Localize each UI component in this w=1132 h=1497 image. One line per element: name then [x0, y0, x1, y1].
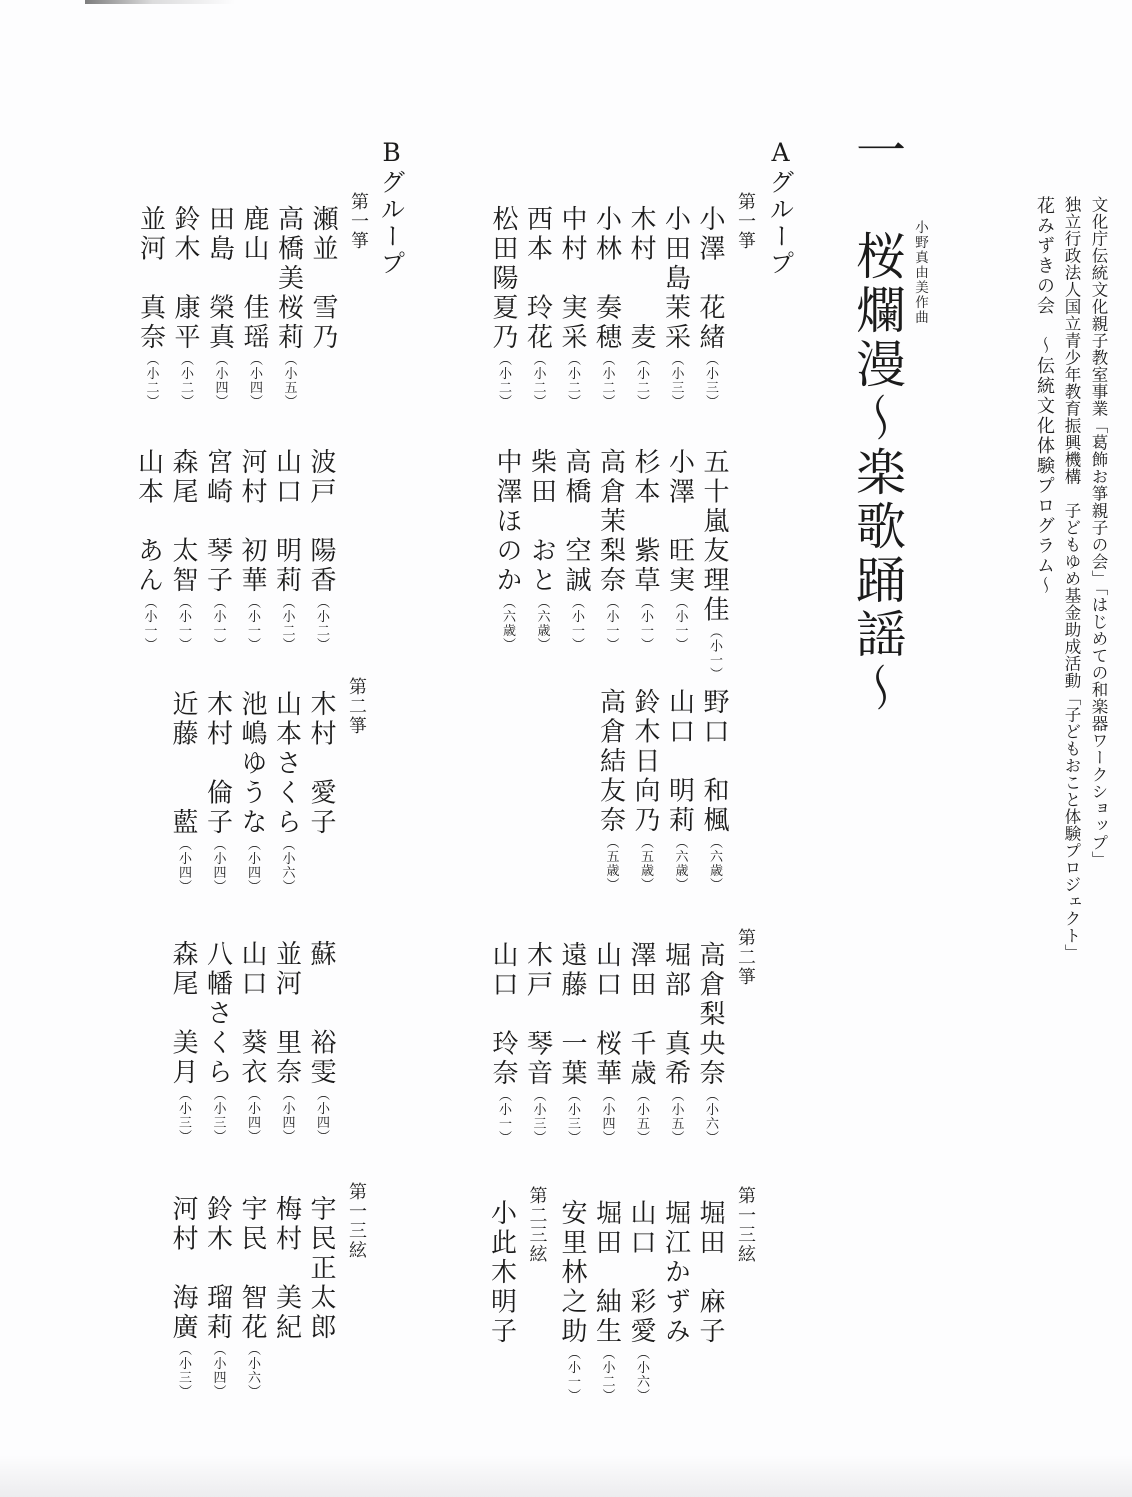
- performer-name: 中村 実采: [557, 205, 587, 353]
- performer-grade: （小一）: [569, 595, 584, 652]
- performer-grade: （小四）: [247, 352, 262, 409]
- performer: [490, 435, 525, 717]
- performer-grade: （六歳）: [672, 835, 688, 892]
- performer-grade: （小三）: [530, 1088, 546, 1145]
- performer: [555, 1186, 590, 1468]
- performer-grade: （小五）: [668, 1088, 684, 1145]
- performer-name: 堀田 麻子: [695, 1199, 725, 1347]
- performer-name: 山口 明莉: [664, 688, 695, 836]
- performer: [658, 192, 693, 474]
- performer-grade: （小四）: [599, 1088, 615, 1145]
- performer-grade: （小四）: [176, 837, 191, 894]
- header-line-3: 花みずきの会 ～伝統文化体験プログラム～: [1034, 196, 1055, 596]
- performer-name: 宮崎 琴子: [202, 448, 233, 596]
- performer: [589, 1186, 624, 1468]
- performer-grade: （小四）: [314, 1087, 329, 1144]
- performer-name: 瀬並 雪乃: [308, 205, 338, 353]
- performer: [304, 1182, 339, 1464]
- scan-bottom-shadow: [0, 1455, 1132, 1497]
- performer-name: 波戸 陽香: [306, 448, 336, 596]
- performer: [200, 927, 235, 1209]
- performer-name: 五十嵐友理佳: [699, 448, 729, 625]
- section-label-koto2-b: 第二箏: [346, 677, 367, 736]
- performer-grade: （小六）: [703, 1088, 718, 1145]
- group-b-label: [373, 138, 409, 277]
- performer-grade: （小一）: [672, 595, 688, 652]
- performer-name: 鈴木 康平: [170, 205, 200, 353]
- performer-name: 河村 海廣: [168, 1195, 198, 1343]
- performer: [697, 675, 732, 957]
- performer-name: 鹿山 佳瑶: [239, 205, 269, 353]
- performer: [304, 927, 339, 1209]
- performer-grade: （五歳）: [638, 835, 653, 892]
- performer-grade: （小五）: [634, 1088, 649, 1145]
- performer-grade: （小二）: [496, 352, 511, 409]
- group-a-koto2-row1: [486, 928, 764, 1210]
- group-a-letter: A: [766, 138, 795, 169]
- performer-grade: （六歳）: [534, 595, 550, 652]
- performer-grade: （小二）: [178, 352, 193, 409]
- performer: [484, 1186, 519, 1468]
- performer-name: 森尾 太智: [168, 448, 198, 596]
- performer: [662, 675, 697, 957]
- performer-grade: （小四）: [279, 1087, 295, 1144]
- performer-name: 近藤 藍: [168, 690, 198, 838]
- performer-name: 山口 桜華: [591, 941, 622, 1089]
- performer: [304, 435, 339, 717]
- performer: [593, 675, 628, 957]
- section-label-koto2-a: 第二箏: [735, 928, 756, 987]
- performer: [200, 677, 235, 959]
- performer-grade: （小一）: [210, 595, 226, 652]
- performer: [624, 1186, 659, 1468]
- group-b-koto1-row2: [131, 435, 338, 717]
- performer: [269, 927, 304, 1209]
- program-header: [1031, 196, 1112, 961]
- performer-grade: （小六）: [279, 837, 295, 894]
- performer: [559, 435, 594, 717]
- performer: [166, 677, 201, 959]
- performer-grade: （小二）: [599, 352, 615, 409]
- group-b-sangen-row: [166, 1182, 375, 1464]
- group-b-koto2-row2: [166, 927, 339, 1209]
- performer: [555, 192, 590, 474]
- header-line-1: 文化庁伝統文化親子教室事業「葛飾お箏親子の会」「はじめての和楽器ワークショップ」: [1089, 196, 1108, 868]
- performer-name: 山口 玲奈: [488, 941, 518, 1089]
- performer: [486, 928, 521, 1210]
- performer-name: 河村 初華: [237, 448, 267, 596]
- performer-grade: （小一）: [707, 625, 722, 681]
- performer: [200, 1182, 235, 1464]
- performer-name: 小此木明子: [486, 1199, 517, 1347]
- performer: [624, 928, 659, 1210]
- performer: [306, 192, 341, 474]
- performer-name: 並河 里奈: [271, 940, 302, 1088]
- performer-grade: （小二）: [314, 595, 329, 652]
- performer-name: 松田陽夏乃: [488, 205, 518, 353]
- performer-name: 鈴木 瑠莉: [202, 1195, 233, 1343]
- performer: [235, 1182, 270, 1464]
- performer-name: 木戸 琴音: [522, 941, 553, 1089]
- group-b-koto2-row1: [166, 677, 375, 959]
- group-b-koto1-row1: [133, 192, 376, 474]
- group-a-label: [762, 138, 798, 277]
- performer-name: 山本 あん: [133, 448, 164, 596]
- performer-name: 西本 玲花: [522, 205, 553, 353]
- performer-name: 小林 奏穂: [591, 205, 622, 353]
- performer-grade: （小一）: [176, 595, 191, 652]
- section-label-sangen1-b: 第一三絃: [346, 1182, 367, 1260]
- performer-name: 高倉梨央奈: [695, 941, 725, 1089]
- section-label-koto1-b: 第一箏: [348, 192, 369, 251]
- performer-grade: （小四）: [210, 1342, 226, 1399]
- performer-name: 山口 明莉: [271, 448, 302, 596]
- performer-grade: （小三）: [176, 1087, 191, 1144]
- performer-grade: （小四）: [245, 837, 260, 894]
- group-a-sangen-row: [484, 1186, 763, 1468]
- performer-name: 野口 和楓: [699, 688, 729, 836]
- performer-name: 遠藤 一葉: [557, 941, 587, 1089]
- performer-grade: （小四）: [245, 1087, 260, 1144]
- performer-name: 宇民 智花: [237, 1195, 267, 1343]
- performer-name: 鈴木日向乃: [630, 688, 660, 836]
- performer: [168, 192, 203, 474]
- performer-name: 木村 愛子: [306, 690, 336, 838]
- performer: [166, 435, 201, 717]
- performer: [486, 192, 521, 474]
- performer-grade: （五歳）: [603, 835, 619, 892]
- performer-grade: （六歳）: [500, 595, 515, 652]
- performer: [624, 192, 659, 474]
- section-label-sangen2-a: 第二三絃: [526, 1186, 548, 1264]
- performer: [237, 192, 272, 474]
- performer-grade: （小一）: [141, 595, 157, 652]
- composer-credit: 小野真由美作曲: [912, 220, 928, 325]
- performer-name: 堀田 紬生: [591, 1199, 622, 1347]
- performer: [589, 928, 624, 1210]
- performer-name: 高倉結友奈: [595, 688, 626, 836]
- performer: [133, 192, 168, 474]
- performer: [628, 675, 663, 957]
- performer-name: 山口 彩愛: [626, 1199, 656, 1347]
- performer-name: 小田島茉采: [660, 205, 691, 353]
- performer-name: 澤田 千歳: [626, 941, 656, 1089]
- performer-name: 安里林之助: [557, 1199, 587, 1347]
- performer-grade: （小二）: [143, 352, 159, 409]
- performer-name: 高橋 空誠: [561, 448, 591, 596]
- performer-grade: （小二）: [634, 352, 649, 409]
- group-b-letter: B: [377, 138, 406, 169]
- performer-grade: （小一）: [603, 595, 619, 652]
- performer: [269, 1182, 304, 1464]
- performer-grade: （小六）: [245, 1342, 260, 1399]
- performer-name: 池嶋ゆうな: [237, 690, 267, 838]
- performer: [235, 435, 270, 717]
- performer: [693, 928, 728, 1210]
- performer-name: 山口 葵衣: [237, 940, 267, 1088]
- performer-name: 梅村 美紀: [271, 1195, 302, 1343]
- scan-edge-artifact: [85, 0, 235, 4]
- performer: [235, 677, 270, 959]
- performer-name: 宇民正太郎: [306, 1195, 336, 1343]
- performer-grade: （小二）: [565, 352, 580, 409]
- performer-grade: （小四）: [212, 352, 228, 409]
- performer: [304, 677, 339, 959]
- performer: [555, 928, 590, 1210]
- performer-name: 森尾 美月: [168, 940, 198, 1088]
- performer-grade: （小三）: [703, 352, 718, 409]
- performer-name: 小澤 花緒: [695, 205, 725, 353]
- performer-grade: （小三）: [176, 1342, 191, 1399]
- group-a-koto1-row3: [593, 675, 731, 957]
- performer-name: 柴田 おと: [526, 448, 557, 596]
- performer: [520, 192, 555, 474]
- performer-grade: （小一）: [245, 595, 260, 652]
- performer-name: 八幡さくら: [202, 940, 233, 1088]
- performer-name: 堀江かずみ: [660, 1199, 691, 1347]
- section-label-sangen1-a: 第一三絃: [735, 1186, 756, 1264]
- performer: [269, 677, 304, 959]
- performer-name: 高橋美桜莉: [273, 205, 304, 353]
- performer-grade: （小五）: [281, 352, 297, 409]
- performer-name: 高倉茉梨奈: [595, 448, 626, 596]
- performer-grade: （小三）: [565, 1088, 580, 1145]
- performer-grade: （小六）: [634, 1346, 649, 1403]
- performer-grade: （小三）: [210, 1087, 226, 1144]
- group-a-word: グループ: [766, 169, 795, 277]
- piece-title-block: [841, 124, 913, 716]
- performer-name: 並河 真奈: [135, 205, 166, 353]
- section-label-koto1-a: 第一箏: [735, 192, 756, 251]
- performer-name: 木村 倫子: [202, 690, 233, 838]
- performer-grade: （小三）: [668, 352, 684, 409]
- performer: [269, 435, 304, 717]
- performer: [524, 435, 559, 717]
- performer: [166, 927, 201, 1209]
- performer-grade: （小二）: [599, 1346, 615, 1403]
- performer: [589, 192, 624, 474]
- performer: [202, 192, 237, 474]
- performer-name: 木村 麦: [626, 205, 656, 353]
- performer: [658, 928, 693, 1210]
- performer-grade: （小一）: [565, 1346, 580, 1403]
- performer-grade: （六歳）: [707, 835, 722, 892]
- piece-number: 一: [848, 124, 906, 178]
- performer-name: 小澤 旺実: [664, 448, 695, 596]
- performer-name: 杉本 紫草: [630, 448, 660, 596]
- piece-title: 桜爛漫～楽歌踊謡～: [848, 230, 906, 716]
- performer: [693, 192, 728, 474]
- performer: [658, 1186, 693, 1468]
- header-line-2: 独立行政法人国立青少年教育振興機構 子どもゆめ基金助成活動「子どもおこと体験プロジェクト」: [1062, 196, 1081, 961]
- performer: [235, 927, 270, 1209]
- performer: [271, 192, 306, 474]
- group-a-koto1-row1: [486, 192, 764, 474]
- performer-name: 中澤ほのか: [492, 448, 522, 596]
- group-b-word: グループ: [377, 169, 406, 277]
- performer-grade: （小四）: [210, 837, 226, 894]
- performer-grade: （小一）: [638, 595, 653, 652]
- performer: [520, 928, 555, 1210]
- performer: [200, 435, 235, 717]
- performer-name: 蘇 裕雯: [306, 940, 336, 1088]
- performer-grade: （小二）: [530, 352, 546, 409]
- performer-name: 堀部 真希: [660, 941, 691, 1089]
- performer-name: 田島 榮真: [204, 205, 235, 353]
- performer: [693, 1186, 728, 1468]
- performer: [131, 435, 166, 717]
- performer-grade: （小一）: [496, 1088, 511, 1145]
- performer-grade: （小二）: [279, 595, 295, 652]
- performer-name: 山本さくら: [271, 690, 302, 838]
- performer: [166, 1182, 201, 1464]
